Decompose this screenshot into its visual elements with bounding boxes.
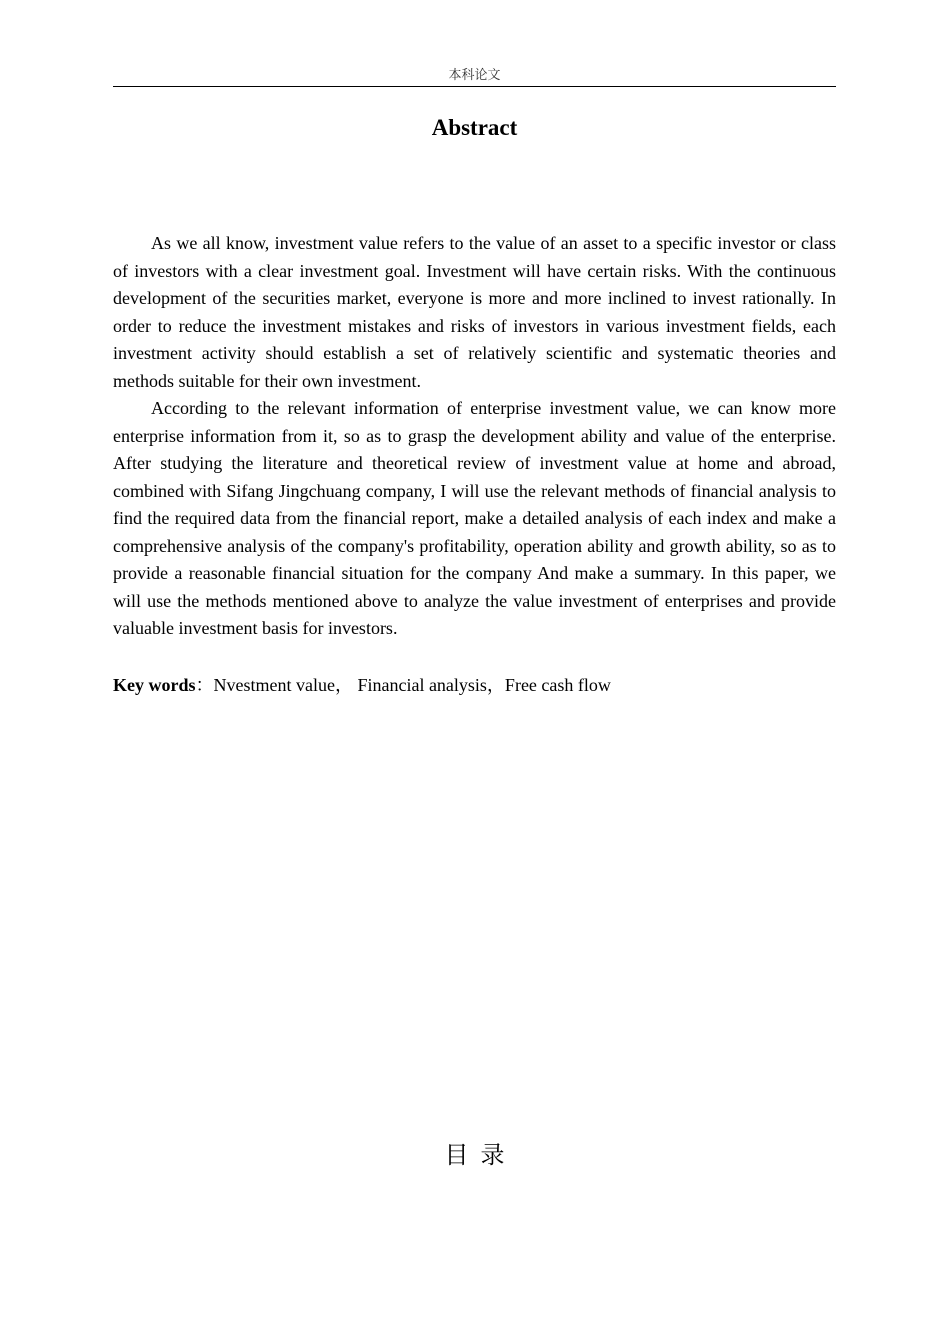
keywords-separator: ： [195,675,214,695]
abstract-paragraph-2: According to the relevant information of enterprise investment value, we can know more enterprise information from it, so as to grasp the development ability and value of the enterprise. After studying the literature and theoretical review of investment value at home and abroad, combined with Sifang Jingchuang company, I will use the relevant methods of financial analysis to find the required data from the financial report, make a detailed analysis of each index and make a comprehensive analysis of the company's profitability, operation ability and growth ability, so as to provide a reasonable financial situation for the company And make a summary. In this paper, we will use the methods mentioned above to analyze the value investment of enterprises and provide valuable investment basis for investors. [113,398,836,638]
header-rule [113,86,836,87]
running-header: 本科论文 [448,68,501,83]
keywords-items: Nvestment value， Financial analysis，Free cash flow [213,675,611,695]
abstract-title: Abstract [431,115,518,140]
keywords-line [113,672,836,699]
keywords-label: Key words [113,675,196,695]
abstract-paragraph-1: As we all know, investment value refers to the value of an asset to a specific investor or class of investors with a clear investment goal. Investment will have certain risks. With the continuous development of the securities market, everyone is more and more inclined to invest rationally. In order to reduce the investment mistakes and risks of investors in various investment fields, each investment activity should establish a set of relatively scientific and systematic theories and methods suitable for their own investment. [113,233,836,391]
toc-title: 目录 [444,1141,517,1169]
abstract-body [113,230,836,643]
